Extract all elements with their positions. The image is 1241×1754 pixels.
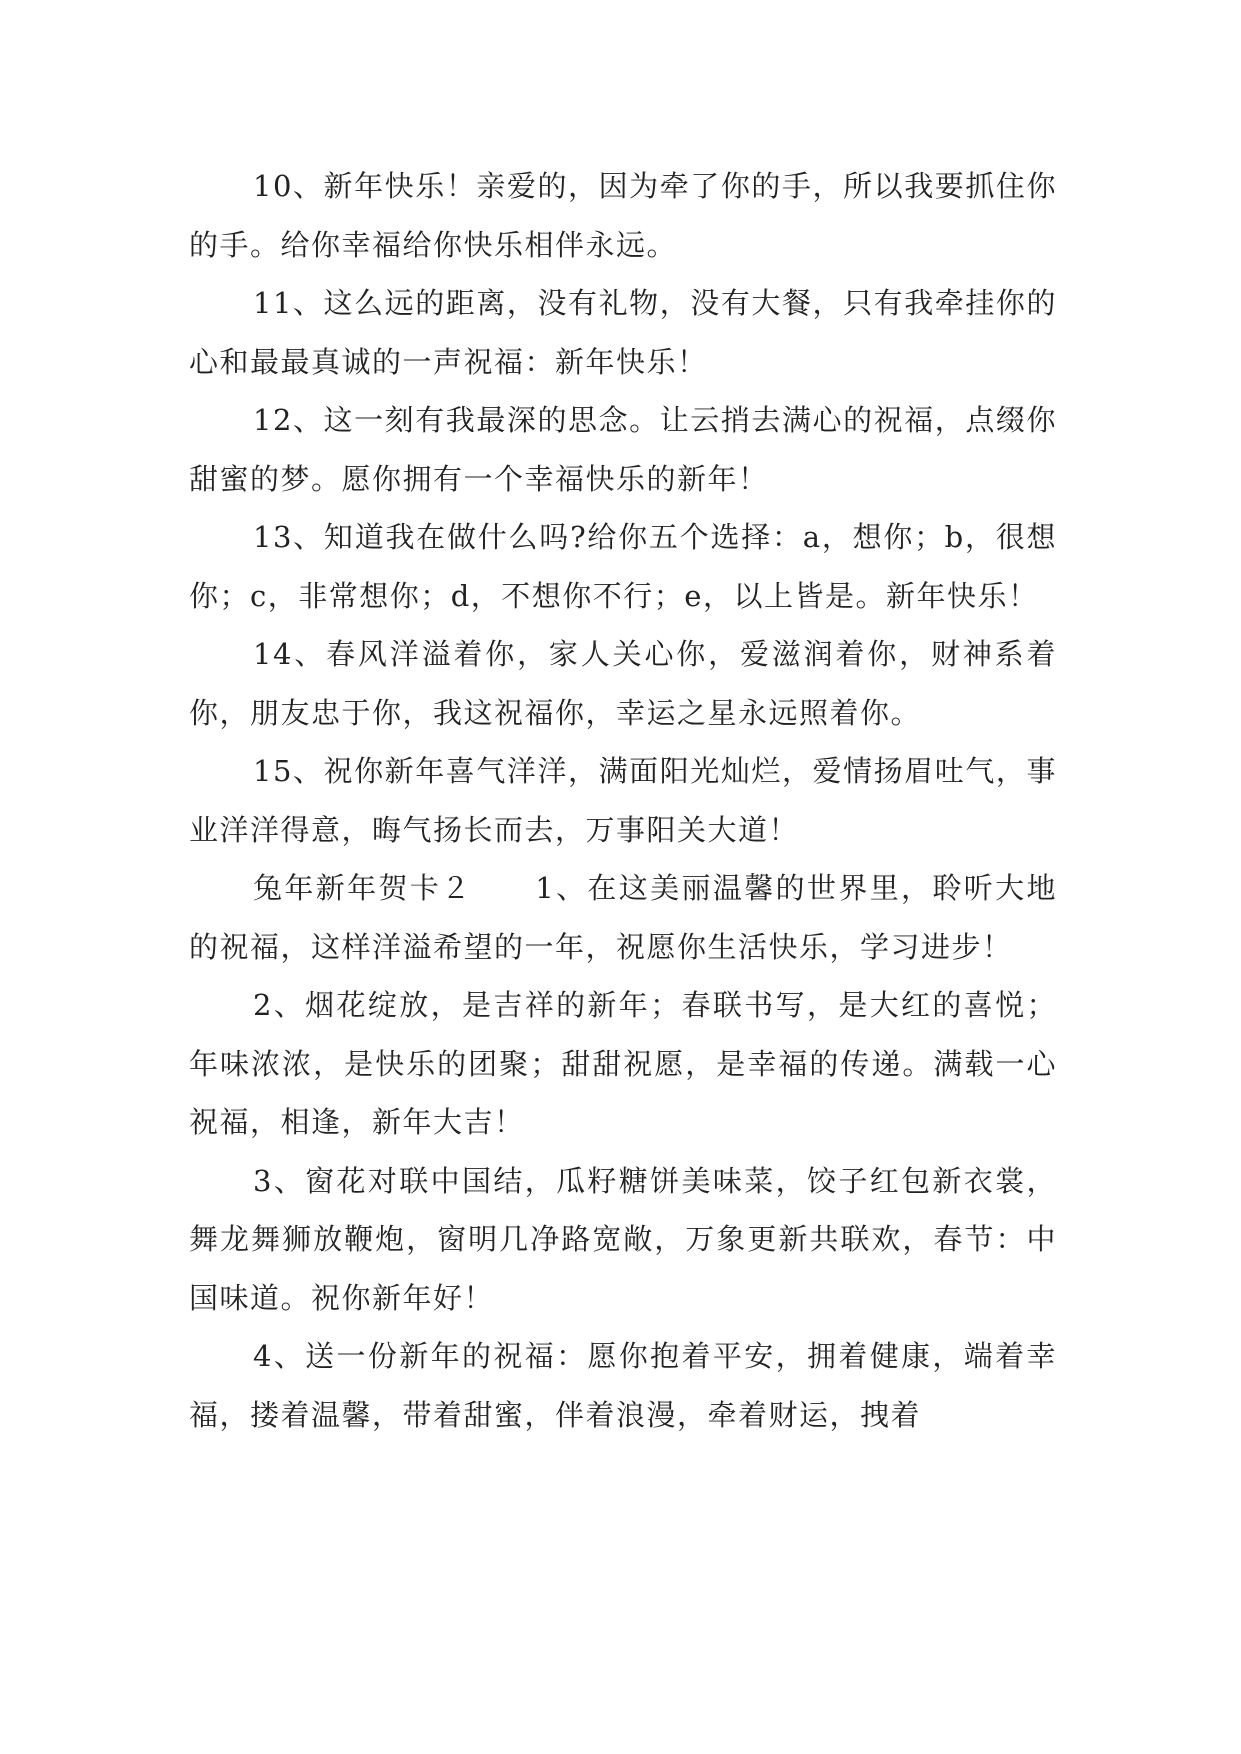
paragraph-13: 13、知道我在做什么吗?给你五个选择：a，想你；b，很想你；c，非常想你；d，不想你不行；e，以上皆是。新年快乐！ [189, 520, 1057, 613]
paragraph-11: 11、这么远的距离，没有礼物，没有大餐，只有我牵挂你的心和最最真诚的一声祝福：新年快乐！ [189, 286, 1057, 379]
section-heading-paragraph: 兔年新年贺卡２ 1、在这美丽温馨的世界里，聆听大地的祝福，这样洋溢希望的一年，祝愿你生活快乐，学习进步！ [189, 871, 1057, 964]
paragraph-14: 14、春风洋溢着你，家人关心你，爱滋润着你，财神系着你，朋友忠于你，我这祝福你，幸运之星永远照着你。 [189, 637, 1057, 730]
paragraph-2: 2、烟花绽放，是吉祥的新年；春联书写，是大红的喜悦；年味浓浓，是快乐的团聚；甜甜祝愿，是幸福的传递。满载一心祝福，相逢，新年大吉！ [189, 988, 1057, 1139]
paragraph-4: 4、送一份新年的祝福：愿你抱着平安，拥着健康，端着幸福，搂着温馨，带着甜蜜，伴着浪漫，牵着财运，拽着 [189, 1339, 1057, 1432]
paragraph-15: 15、祝你新年喜气洋洋，满面阳光灿烂，爱情扬眉吐气，事业洋洋得意，晦气扬长而去，万事阳关大道！ [189, 754, 1057, 847]
document-body [189, 157, 1057, 1444]
paragraph-10: 10、新年快乐！亲爱的，因为牵了你的手，所以我要抓住你的手。给你幸福给你快乐相伴永远。 [189, 169, 1057, 262]
paragraph-3: 3、窗花对联中国结，瓜籽糖饼美味菜，饺子红包新衣裳，舞龙舞狮放鞭炮，窗明几净路宽敞，万象更新共联欢，春节：中国味道。祝你新年好！ [189, 1163, 1057, 1315]
paragraph-12: 12、这一刻有我最深的思念。让云捎去满心的祝福，点缀你甜蜜的梦。愿你拥有一个幸福快乐的新年！ [189, 403, 1057, 496]
